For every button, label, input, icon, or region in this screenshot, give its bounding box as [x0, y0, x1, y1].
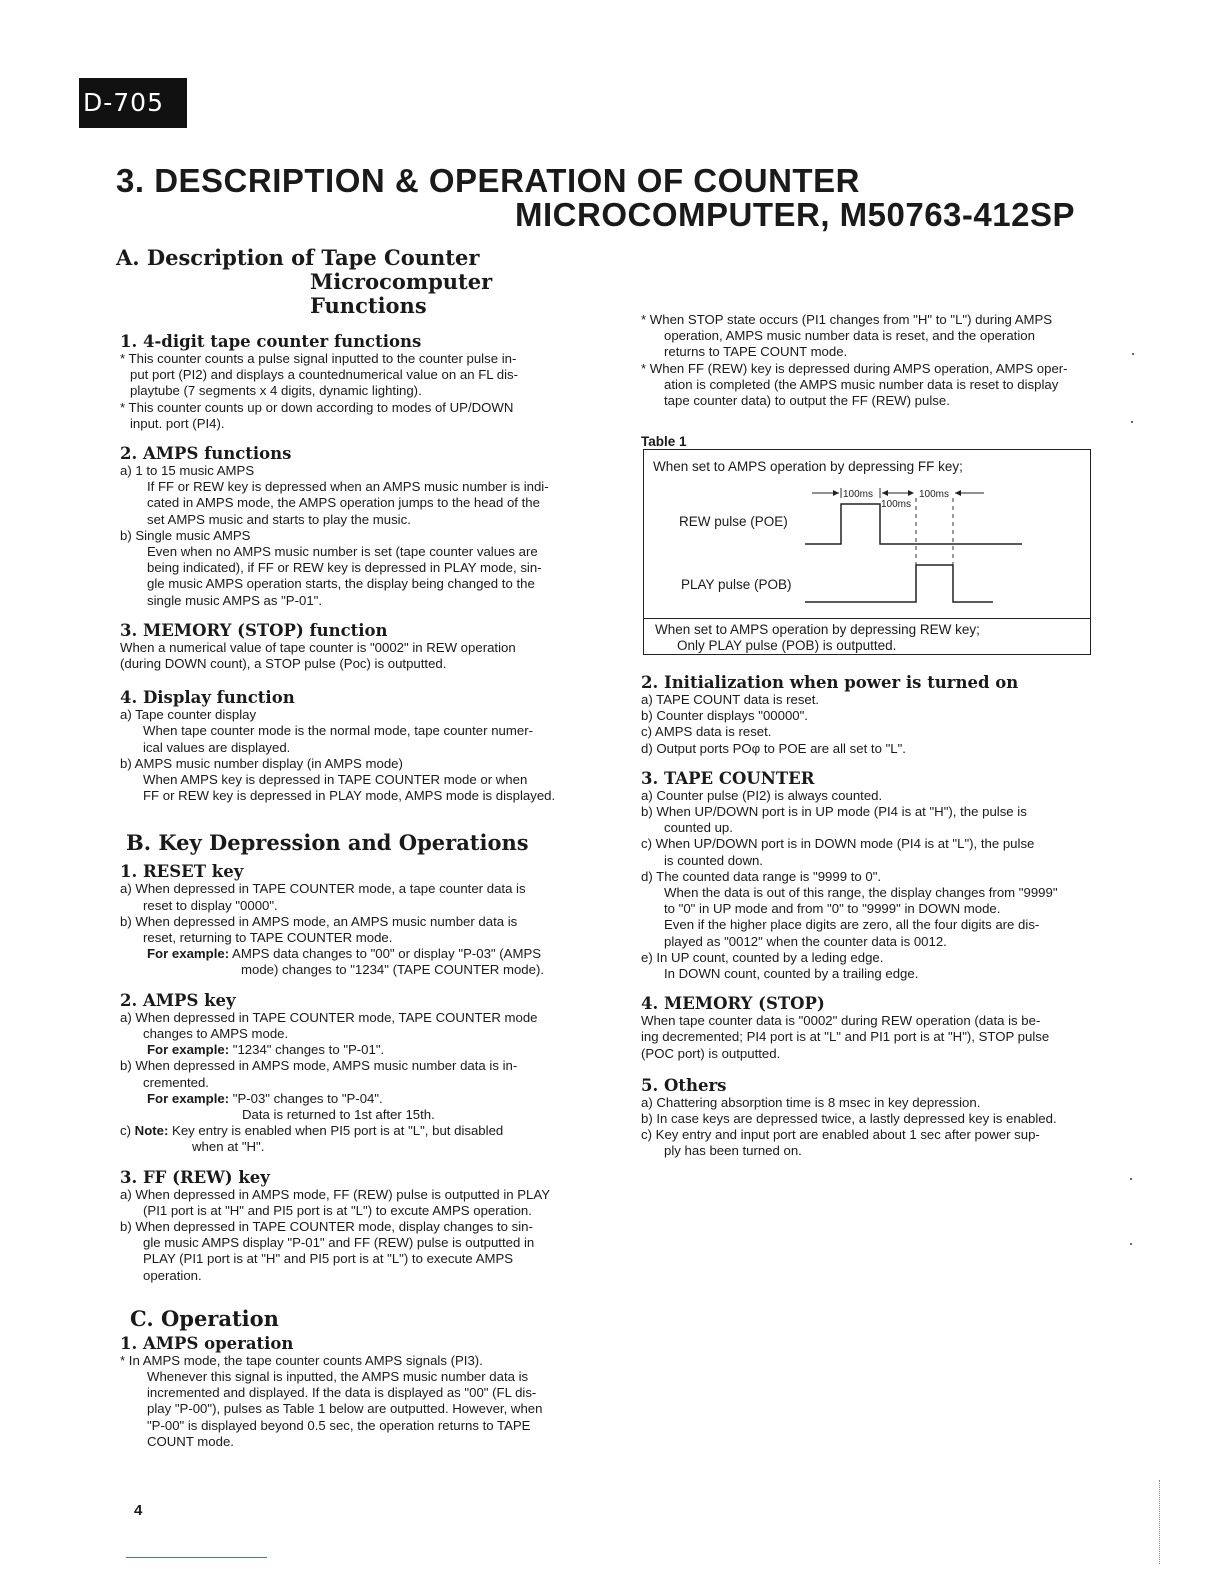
text-line: a) Tape counter display — [120, 707, 257, 723]
example-text: "1234" changes to "P-01". — [232, 1042, 385, 1058]
text-line: b) Single music AMPS — [120, 527, 251, 543]
text-line: c) AMPS data is reset. — [641, 724, 772, 740]
page-title-line1: 3. DESCRIPTION & OPERATION OF COUNTER — [116, 162, 860, 199]
subsection-title: 3. TAPE COUNTER — [641, 768, 815, 788]
text-line: ical values are displayed. — [143, 739, 291, 755]
subsection-title: 5. Others — [641, 1075, 727, 1095]
text-line: operation. — [143, 1267, 202, 1283]
note-label: Note: — [134, 1123, 169, 1139]
table-1 — [643, 449, 1091, 655]
example-line — [120, 1091, 585, 1107]
right-column-body — [641, 673, 1096, 1160]
text-line: COUNT mode. — [147, 1433, 234, 1449]
example-label: For example: — [147, 946, 230, 962]
timing-label: 100ms — [843, 489, 874, 500]
scan-speck — [1130, 1178, 1132, 1180]
text-line: a) When depressed in AMPS mode, FF (REW) pulse is outputted in PLAY — [120, 1186, 551, 1202]
subsection-title: 1. 4-digit tape counter functions — [120, 332, 422, 351]
text-line: PLAY (PI1 port is at "H" and PI5 port is at "L") to execute AMPS — [143, 1251, 514, 1267]
text-line: b) AMPS music number display (in AMPS mode) — [120, 755, 403, 771]
text-line: reset to display "0000". — [143, 897, 278, 913]
model-tab: D-705 — [79, 78, 187, 128]
text-line: "P-00" is displayed beyond 0.5 sec, the operation returns to TAPE — [147, 1417, 531, 1433]
rew-pulse-waveform — [805, 504, 1022, 544]
text-line: (POC port) is outputted. — [641, 1045, 781, 1061]
footer-rule — [126, 1557, 267, 1558]
scan-speck — [1132, 353, 1134, 355]
text-line: a) 1 to 15 music AMPS — [120, 463, 255, 479]
text-line: gle music AMPS display "P-01" and FF (REW) pulse is outputted in — [143, 1235, 535, 1251]
example-line — [120, 1042, 585, 1058]
text-line: * This counter counts a pulse signal inputted to the counter pulse in- — [120, 351, 517, 366]
section-a-subtitle: Microcomputer Functions — [310, 269, 493, 318]
item-prefix: c) — [120, 1123, 131, 1139]
text-line: changes to AMPS mode. — [143, 1025, 289, 1041]
subsection-title: 2. Initialization when power is turned on — [641, 673, 1019, 692]
subsection-title: 2. AMPS functions — [120, 444, 292, 464]
example-text: AMPS data changes to "00" or display "P-03" (AMPS — [232, 946, 542, 962]
section-c-title: C. Operation — [130, 1305, 279, 1331]
table-note: Only PLAY pulse (POB) is outputted. — [677, 638, 897, 653]
text-line: * In AMPS mode, the tape counter counts AMPS signals (PI3). — [120, 1352, 483, 1368]
text-line: play "P-00"), pulses as Table 1 below are outputted. However, when — [147, 1401, 543, 1417]
subsection-title: 1. RESET key — [120, 862, 244, 882]
subsection-title: 4. MEMORY (STOP) — [641, 994, 825, 1014]
text-line: e) In UP count, counted by a leding edge. — [641, 949, 884, 965]
table-header-ff: When set to AMPS operation by depressing FF key; — [653, 459, 963, 474]
subsection-title: 1. AMPS operation — [120, 1333, 294, 1353]
text-line: ing decremented; PI4 port is at "L" and PI1 port is at "H"), STOP pulse — [641, 1029, 1050, 1045]
text-line: b) When UP/DOWN port is in UP mode (PI4 is at "H"), the pulse is — [641, 804, 1027, 820]
text-line: Data is returned to 1st after 15th. — [242, 1106, 435, 1122]
table-header-rew: When set to AMPS operation by depressing REW key; — [655, 622, 980, 637]
play-pulse-waveform — [805, 565, 993, 602]
timing-label: 100ms — [919, 489, 950, 500]
text-line: When the data is out of this range, the display changes from "9999" — [664, 885, 1058, 901]
text-line: b) When depressed in AMPS mode, an AMPS music number data is — [120, 913, 518, 929]
text-line: a) When depressed in TAPE COUNTER mode, TAPE COUNTER mode — [120, 1009, 538, 1025]
text-line: b) In case keys are depressed twice, a lastly depressed key is enabled. — [641, 1111, 1057, 1127]
note-text: Key entry is enabled when PI5 port is at "L", but disabled — [172, 1123, 504, 1139]
text-line: when at "H". — [192, 1139, 265, 1155]
text-line: gle music AMPS operation starts, the display being changed to the — [147, 576, 535, 592]
subsection-title: 2. AMPS key — [120, 990, 236, 1010]
text-line: single music AMPS as "P-01". — [147, 592, 323, 608]
text-line: c) Key entry and input port are enabled about 1 sec after power sup- — [641, 1127, 1040, 1143]
text-line: d) The counted data range is "9999 to 0". — [641, 868, 882, 884]
scan-edge-line — [1159, 1480, 1161, 1564]
text-line: (PI1 port is at "H" and PI5 port is at "L") to excute AMPS operation. — [143, 1202, 532, 1218]
rew-pulse-label: REW pulse (POE) — [679, 514, 788, 529]
text-line: put port (PI2) and displays a countednumerical value on an FL dis- — [130, 367, 519, 383]
text-line: cated in AMPS mode, the AMPS operation jumps to the head of the — [147, 495, 540, 511]
section-a-title: A. Description of Tape Counter — [116, 245, 480, 270]
scan-speck — [1131, 421, 1133, 423]
text-line: * This counter counts up or down according to modes of UP/DOWN — [120, 399, 514, 415]
example-label: For example: — [147, 1090, 230, 1106]
text-line: When AMPS key is depressed in TAPE COUNTER mode or when — [143, 772, 528, 788]
text-line: When tape counter mode is the normal mode, tape counter numer- — [143, 723, 533, 739]
text-line: counted up. — [664, 820, 733, 836]
timing-diagram — [644, 450, 1090, 618]
example-text: "P-03" changes to "P-04". — [232, 1090, 383, 1106]
text-line: set AMPS music and starts to play the music. — [147, 511, 411, 527]
play-pulse-label: PLAY pulse (POB) — [681, 577, 792, 592]
text-line: to "0" in UP mode and from "0" to "9999" in DOWN mode. — [664, 901, 1001, 917]
text-line: reset, returning to TAPE COUNTER mode. — [143, 930, 393, 946]
text-line: b) When depressed in TAPE COUNTER mode, display changes to sin- — [120, 1218, 533, 1234]
text-line: ation is completed (the AMPS music number data is reset to display — [664, 376, 1059, 392]
text-line: ply has been turned on. — [664, 1143, 802, 1159]
text-line: tape counter data) to output the FF (REW) pulse. — [664, 393, 950, 409]
text-line: operation, AMPS music number data is reset, and the operation — [664, 328, 1035, 344]
text-line: being indicated), if FF or REW key is depressed in PLAY mode, sin- — [147, 560, 542, 576]
text-line: FF or REW key is depressed in PLAY mode, AMPS mode is displayed. — [143, 788, 556, 804]
text-line: When a numerical value of tape counter is "0002" in REW operation — [120, 639, 516, 655]
text-line: * When FF (REW) key is depressed during AMPS operation, AMPS oper- — [641, 360, 1068, 376]
text-line: In DOWN count, counted by a trailing edge. — [664, 966, 919, 982]
text-line: c) When UP/DOWN port is in DOWN mode (PI4 is at "L"), the pulse — [641, 836, 1035, 852]
text-line: mode) changes to "1234" (TAPE COUNTER mode). — [241, 962, 545, 978]
text-line: b) When depressed in AMPS mode, AMPS music number data is in- — [120, 1058, 518, 1074]
text-line: b) Counter displays "00000". — [641, 708, 808, 724]
text-line: a) When depressed in TAPE COUNTER mode, a tape counter data is — [120, 881, 526, 897]
left-column — [116, 245, 585, 1450]
scan-speck — [1130, 1243, 1132, 1245]
text-line: Even when no AMPS music number is set (tape counter values are — [147, 544, 538, 560]
text-line: returns to TAPE COUNT mode. — [664, 344, 848, 360]
text-line: Whenever this signal is inputted, the AMPS music number data is — [147, 1368, 529, 1384]
timing-label: 100ms — [881, 499, 912, 510]
text-line: played as "0012" when the counter data is 0012. — [664, 933, 947, 949]
text-line: incremented and displayed. If the data is displayed as "00" (FL dis- — [147, 1385, 537, 1401]
text-line: is counted down. — [664, 852, 763, 868]
section-b-title: B. Key Depression and Operations — [126, 830, 529, 856]
text-line: Even if the higher place digits are zero, all the four digits are dis- — [664, 917, 1040, 933]
text-line: a) TAPE COUNT data is reset. — [641, 692, 820, 707]
note-line — [120, 1123, 585, 1139]
text-line: a) Chattering absorption time is 8 msec in key depression. — [641, 1094, 981, 1110]
text-line: If FF or REW key is depressed when an AMPS music number is indi- — [147, 479, 549, 495]
example-label: For example: — [147, 1042, 230, 1058]
table-caption: Table 1 — [641, 434, 687, 449]
text-line: a) Counter pulse (PI2) is always counted. — [641, 787, 883, 803]
text-line: playtube (7 segments x 4 digits, dynamic lighting). — [130, 383, 422, 399]
text-line: d) Output ports POφ to POE are all set to "L". — [641, 740, 906, 756]
text-line: input. port (PI4). — [130, 415, 225, 431]
subsection-title: 3. MEMORY (STOP) function — [120, 620, 388, 640]
text-line: When tape counter data is "0002" during REW operation (data is be- — [641, 1013, 1041, 1029]
text-line: * When STOP state occurs (PI1 changes from "H" to "L") during AMPS — [641, 312, 1053, 327]
right-column-intro — [641, 312, 1096, 409]
text-line: cremented. — [143, 1074, 209, 1090]
page-number: 4 — [134, 1502, 143, 1519]
page-title-line2: MICROCOMPUTER, M50763-412SP — [515, 196, 1075, 233]
text-line: (during DOWN count), a STOP pulse (Poc) is outputted. — [120, 656, 447, 672]
subsection-title: 3. FF (REW) key — [120, 1167, 270, 1187]
example-line — [120, 946, 585, 962]
subsection-title: 4. Display function — [120, 688, 295, 708]
